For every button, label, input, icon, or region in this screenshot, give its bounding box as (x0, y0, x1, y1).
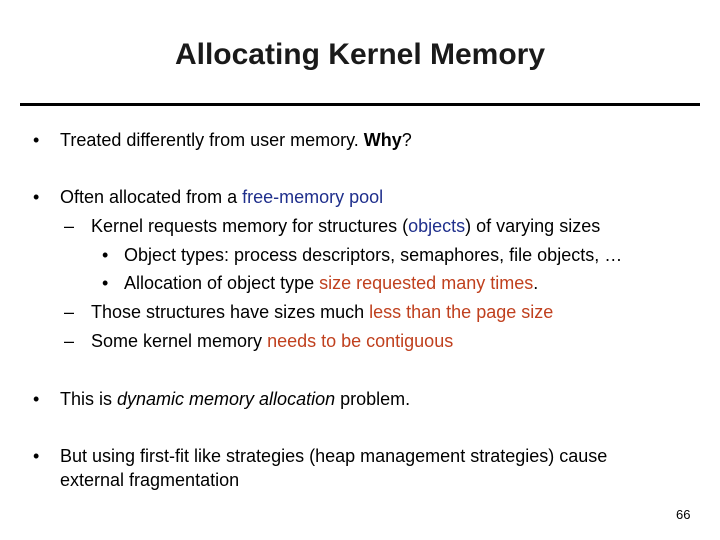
bullet-marker: • (102, 273, 109, 293)
bullet-text-line-1: But using first-fit like strategies (heap management strategies) cause (60, 446, 608, 466)
highlight-red: size requested many times (319, 273, 534, 293)
emphasis-italic: dynamic memory allocation (117, 389, 336, 409)
highlight-blue: objects (408, 216, 466, 236)
title-divider (20, 103, 700, 106)
sub-bullet-text: Kernel requests memory for structures (objects) of varying sizes (91, 216, 601, 236)
third-level-text: Object types: process descriptors, semaphores, file objects, … (124, 245, 623, 265)
emphasis-bold: Why (363, 130, 402, 150)
bullet-text: This is dynamic memory allocation problem. (60, 389, 411, 409)
highlight-red: less than the page size (369, 302, 554, 322)
bullet-continuation (60, 469, 239, 491)
dash-marker: – (64, 302, 75, 322)
sub-bullet-text: Some kernel memory needs to be contiguous (91, 331, 454, 351)
sub-bullet-text: Those structures have sizes much less than the page size (91, 302, 554, 322)
dash-marker: – (64, 331, 75, 351)
highlight-blue: free-memory pool (242, 187, 384, 207)
bullet-marker: • (33, 130, 40, 150)
dash-marker: – (64, 216, 75, 236)
bullet-marker: • (33, 389, 40, 409)
highlight-red: needs to be contiguous (267, 331, 454, 351)
slide-title: Allocating Kernel Memory (174, 38, 546, 71)
bullet-marker: • (33, 446, 40, 466)
bullet-marker: • (33, 187, 40, 207)
page-number: 66 (676, 507, 691, 522)
bullet-text: Treated differently from user memory. Why? (60, 130, 412, 150)
bullet-text: Often allocated from a free-memory pool (60, 187, 384, 207)
bullet-text-line-2: external fragmentation (60, 470, 240, 490)
third-level-text: Allocation of object type size requested many times. (124, 273, 539, 293)
bullet-marker: • (102, 245, 109, 265)
